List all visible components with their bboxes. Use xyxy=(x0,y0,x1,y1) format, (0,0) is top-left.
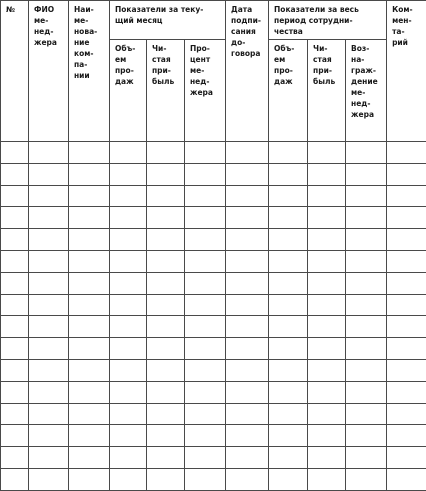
cell-comments[interactable] xyxy=(387,359,426,381)
table-row xyxy=(1,468,426,490)
cell-number[interactable] xyxy=(1,294,29,316)
header-period-sales-volume: Объ- ем про- даж xyxy=(269,40,308,142)
cell-contract-date[interactable] xyxy=(226,207,269,229)
cell-period-manager-reward[interactable] xyxy=(346,338,387,360)
cell-period-sales-volume[interactable] xyxy=(269,250,308,272)
cell-current-net-profit[interactable] xyxy=(147,207,185,229)
cell-number[interactable] xyxy=(1,163,29,185)
cell-company-name[interactable] xyxy=(69,272,110,294)
cell-period-sales-volume[interactable] xyxy=(269,381,308,403)
cell-period-net-profit[interactable] xyxy=(308,207,346,229)
cell-comments[interactable] xyxy=(387,294,426,316)
cell-period-sales-volume[interactable] xyxy=(269,207,308,229)
cell-number[interactable] xyxy=(1,381,29,403)
cell-comments[interactable] xyxy=(387,229,426,251)
cell-contract-date[interactable] xyxy=(226,403,269,425)
cell-period-sales-volume[interactable] xyxy=(269,229,308,251)
cell-current-sales-volume[interactable] xyxy=(110,359,147,381)
cell-period-net-profit[interactable] xyxy=(308,359,346,381)
cell-period-sales-volume[interactable] xyxy=(269,294,308,316)
cell-period-net-profit[interactable] xyxy=(308,185,346,207)
header-number: № xyxy=(1,1,29,142)
cell-period-sales-volume[interactable] xyxy=(269,316,308,338)
cell-number[interactable] xyxy=(1,142,29,164)
header-current-month: Показатели за теку- щий месяц xyxy=(110,1,226,40)
cell-manager-name[interactable] xyxy=(29,207,69,229)
cell-period-net-profit[interactable] xyxy=(308,381,346,403)
cell-comments[interactable] xyxy=(387,207,426,229)
cell-period-net-profit[interactable] xyxy=(308,447,346,469)
cell-number[interactable] xyxy=(1,338,29,360)
cell-period-manager-reward[interactable] xyxy=(346,163,387,185)
cell-manager-name[interactable] xyxy=(29,447,69,469)
cell-current-manager-percent[interactable] xyxy=(185,272,226,294)
cell-contract-date[interactable] xyxy=(226,250,269,272)
cell-current-sales-volume[interactable] xyxy=(110,447,147,469)
cell-period-manager-reward[interactable] xyxy=(346,447,387,469)
cell-manager-name[interactable] xyxy=(29,316,69,338)
cell-period-manager-reward[interactable] xyxy=(346,250,387,272)
cell-current-manager-percent[interactable] xyxy=(185,142,226,164)
cell-comments[interactable] xyxy=(387,272,426,294)
cell-manager-name[interactable] xyxy=(29,185,69,207)
cell-manager-name[interactable] xyxy=(29,163,69,185)
cell-current-manager-percent[interactable] xyxy=(185,294,226,316)
cell-manager-name[interactable] xyxy=(29,229,69,251)
cell-company-name[interactable] xyxy=(69,468,110,490)
cell-period-sales-volume[interactable] xyxy=(269,425,308,447)
table-row xyxy=(1,425,426,447)
cell-period-manager-reward[interactable] xyxy=(346,294,387,316)
header-current-manager-percent: Про- цент ме- нед- жера xyxy=(185,40,226,142)
cell-current-sales-volume[interactable] xyxy=(110,229,147,251)
cell-period-net-profit[interactable] xyxy=(308,425,346,447)
table-row xyxy=(1,250,426,272)
cell-number[interactable] xyxy=(1,207,29,229)
cell-number[interactable] xyxy=(1,316,29,338)
cell-current-manager-percent[interactable] xyxy=(185,338,226,360)
table-row xyxy=(1,316,426,338)
cell-manager-name[interactable] xyxy=(29,468,69,490)
cell-period-manager-reward[interactable] xyxy=(346,425,387,447)
cell-period-manager-reward[interactable] xyxy=(346,229,387,251)
cell-period-manager-reward[interactable] xyxy=(346,142,387,164)
cell-company-name[interactable] xyxy=(69,316,110,338)
cell-period-net-profit[interactable] xyxy=(308,250,346,272)
cell-current-manager-percent[interactable] xyxy=(185,425,226,447)
table-row xyxy=(1,142,426,164)
table-row xyxy=(1,294,426,316)
cell-contract-date[interactable] xyxy=(226,468,269,490)
cell-comments[interactable] xyxy=(387,447,426,469)
cell-current-net-profit[interactable] xyxy=(147,359,185,381)
cell-period-manager-reward[interactable] xyxy=(346,272,387,294)
cell-period-sales-volume[interactable] xyxy=(269,142,308,164)
cell-contract-date[interactable] xyxy=(226,185,269,207)
cell-manager-name[interactable] xyxy=(29,272,69,294)
cell-comments[interactable] xyxy=(387,338,426,360)
cell-period-sales-volume[interactable] xyxy=(269,359,308,381)
table-row xyxy=(1,403,426,425)
cell-company-name[interactable] xyxy=(69,359,110,381)
cell-company-name[interactable] xyxy=(69,229,110,251)
cell-period-sales-volume[interactable] xyxy=(269,163,308,185)
header-period-net-profit: Чи- стая при- быль xyxy=(308,40,346,142)
cell-period-sales-volume[interactable] xyxy=(269,338,308,360)
cell-period-sales-volume[interactable] xyxy=(269,185,308,207)
cell-current-manager-percent[interactable] xyxy=(185,468,226,490)
header-current-sales-volume: Объ- ем про- даж xyxy=(110,40,147,142)
table-row xyxy=(1,229,426,251)
cell-current-sales-volume[interactable] xyxy=(110,425,147,447)
cell-manager-name[interactable] xyxy=(29,142,69,164)
cell-current-sales-volume[interactable] xyxy=(110,316,147,338)
cell-period-sales-volume[interactable] xyxy=(269,468,308,490)
table-row xyxy=(1,359,426,381)
cell-current-manager-percent[interactable] xyxy=(185,185,226,207)
cell-current-sales-volume[interactable] xyxy=(110,163,147,185)
cell-number[interactable] xyxy=(1,447,29,469)
cell-current-sales-volume[interactable] xyxy=(110,403,147,425)
cell-current-manager-percent[interactable] xyxy=(185,229,226,251)
cell-current-net-profit[interactable] xyxy=(147,447,185,469)
cell-period-manager-reward[interactable] xyxy=(346,316,387,338)
cell-current-sales-volume[interactable] xyxy=(110,272,147,294)
cell-comments[interactable] xyxy=(387,316,426,338)
cell-comments[interactable] xyxy=(387,403,426,425)
cell-current-net-profit[interactable] xyxy=(147,294,185,316)
table-row xyxy=(1,338,426,360)
header-contract-date: Дата подпи- сания до- говора xyxy=(226,1,269,142)
cell-period-net-profit[interactable] xyxy=(308,163,346,185)
cell-period-sales-volume[interactable] xyxy=(269,403,308,425)
cell-current-sales-volume[interactable] xyxy=(110,250,147,272)
cell-current-net-profit[interactable] xyxy=(147,272,185,294)
cell-period-net-profit[interactable] xyxy=(308,142,346,164)
cell-company-name[interactable] xyxy=(69,163,110,185)
cell-contract-date[interactable] xyxy=(226,142,269,164)
cell-contract-date[interactable] xyxy=(226,359,269,381)
cell-current-sales-volume[interactable] xyxy=(110,207,147,229)
cell-period-net-profit[interactable] xyxy=(308,468,346,490)
cell-comments[interactable] xyxy=(387,381,426,403)
cell-company-name[interactable] xyxy=(69,250,110,272)
cell-period-net-profit[interactable] xyxy=(308,229,346,251)
cell-current-net-profit[interactable] xyxy=(147,142,185,164)
cell-company-name[interactable] xyxy=(69,447,110,469)
cell-period-net-profit[interactable] xyxy=(308,272,346,294)
cell-manager-name[interactable] xyxy=(29,381,69,403)
cell-company-name[interactable] xyxy=(69,338,110,360)
cell-contract-date[interactable] xyxy=(226,294,269,316)
cell-manager-name[interactable] xyxy=(29,425,69,447)
cell-current-sales-volume[interactable] xyxy=(110,142,147,164)
cell-number[interactable] xyxy=(1,229,29,251)
cell-number[interactable] xyxy=(1,185,29,207)
cell-current-net-profit[interactable] xyxy=(147,163,185,185)
cell-period-sales-volume[interactable] xyxy=(269,447,308,469)
cell-period-manager-reward[interactable] xyxy=(346,403,387,425)
header-manager-name: ФИО ме- нед- жера xyxy=(29,1,69,142)
cell-current-sales-volume[interactable] xyxy=(110,294,147,316)
cell-number[interactable] xyxy=(1,468,29,490)
table-row xyxy=(1,272,426,294)
cell-current-sales-volume[interactable] xyxy=(110,468,147,490)
cell-contract-date[interactable] xyxy=(226,425,269,447)
cell-comments[interactable] xyxy=(387,142,426,164)
cell-period-manager-reward[interactable] xyxy=(346,468,387,490)
cell-current-manager-percent[interactable] xyxy=(185,447,226,469)
cell-current-net-profit[interactable] xyxy=(147,229,185,251)
cell-current-sales-volume[interactable] xyxy=(110,338,147,360)
cell-manager-name[interactable] xyxy=(29,403,69,425)
cell-current-net-profit[interactable] xyxy=(147,250,185,272)
cell-period-net-profit[interactable] xyxy=(308,403,346,425)
cell-current-manager-percent[interactable] xyxy=(185,316,226,338)
cell-comments[interactable] xyxy=(387,163,426,185)
cell-company-name[interactable] xyxy=(69,425,110,447)
cell-manager-name[interactable] xyxy=(29,250,69,272)
cell-manager-name[interactable] xyxy=(29,294,69,316)
cell-comments[interactable] xyxy=(387,425,426,447)
cell-contract-date[interactable] xyxy=(226,272,269,294)
cell-period-sales-volume[interactable] xyxy=(269,272,308,294)
cell-period-manager-reward[interactable] xyxy=(346,185,387,207)
cell-comments[interactable] xyxy=(387,185,426,207)
table-row xyxy=(1,381,426,403)
cell-contract-date[interactable] xyxy=(226,447,269,469)
cell-current-manager-percent[interactable] xyxy=(185,207,226,229)
cell-comments[interactable] xyxy=(387,468,426,490)
cell-period-manager-reward[interactable] xyxy=(346,207,387,229)
cell-current-sales-volume[interactable] xyxy=(110,381,147,403)
cell-contract-date[interactable] xyxy=(226,229,269,251)
cell-current-manager-percent[interactable] xyxy=(185,359,226,381)
cell-contract-date[interactable] xyxy=(226,381,269,403)
cell-company-name[interactable] xyxy=(69,403,110,425)
cell-current-net-profit[interactable] xyxy=(147,468,185,490)
cell-manager-name[interactable] xyxy=(29,359,69,381)
cell-contract-date[interactable] xyxy=(226,338,269,360)
cell-number[interactable] xyxy=(1,359,29,381)
cell-manager-name[interactable] xyxy=(29,338,69,360)
cell-number[interactable] xyxy=(1,425,29,447)
cell-period-net-profit[interactable] xyxy=(308,338,346,360)
cell-current-net-profit[interactable] xyxy=(147,381,185,403)
cell-company-name[interactable] xyxy=(69,185,110,207)
table-row xyxy=(1,207,426,229)
table-row xyxy=(1,185,426,207)
cell-company-name[interactable] xyxy=(69,142,110,164)
header-comments: Ком- мен- та- рий xyxy=(387,1,426,142)
header-company-name: Наи- ме- нова- ние ком- па- нии xyxy=(69,1,110,142)
table-row xyxy=(1,163,426,185)
cell-current-net-profit[interactable] xyxy=(147,316,185,338)
cell-current-net-profit[interactable] xyxy=(147,338,185,360)
cell-current-net-profit[interactable] xyxy=(147,425,185,447)
cell-current-sales-volume[interactable] xyxy=(110,185,147,207)
header-row-top xyxy=(1,1,426,40)
report-body xyxy=(1,142,426,491)
table-row xyxy=(1,447,426,469)
cell-number[interactable] xyxy=(1,403,29,425)
cell-period-net-profit[interactable] xyxy=(308,294,346,316)
header-whole-period: Показатели за весь период сотрудни- чества xyxy=(269,1,387,40)
cell-contract-date[interactable] xyxy=(226,163,269,185)
cell-comments[interactable] xyxy=(387,250,426,272)
cell-current-manager-percent[interactable] xyxy=(185,250,226,272)
header-current-net-profit: Чи- стая при- быль xyxy=(147,40,185,142)
cell-current-manager-percent[interactable] xyxy=(185,163,226,185)
cell-period-manager-reward[interactable] xyxy=(346,381,387,403)
cell-current-net-profit[interactable] xyxy=(147,403,185,425)
header-period-manager-reward: Воз- на- граж- дение ме- нед- жера xyxy=(346,40,387,142)
cell-company-name[interactable] xyxy=(69,207,110,229)
cell-period-manager-reward[interactable] xyxy=(346,359,387,381)
cell-number[interactable] xyxy=(1,250,29,272)
cell-current-manager-percent[interactable] xyxy=(185,381,226,403)
cell-current-manager-percent[interactable] xyxy=(185,403,226,425)
cell-period-net-profit[interactable] xyxy=(308,316,346,338)
cell-number[interactable] xyxy=(1,272,29,294)
cell-company-name[interactable] xyxy=(69,381,110,403)
cell-company-name[interactable] xyxy=(69,294,110,316)
cell-current-net-profit[interactable] xyxy=(147,185,185,207)
cell-contract-date[interactable] xyxy=(226,316,269,338)
